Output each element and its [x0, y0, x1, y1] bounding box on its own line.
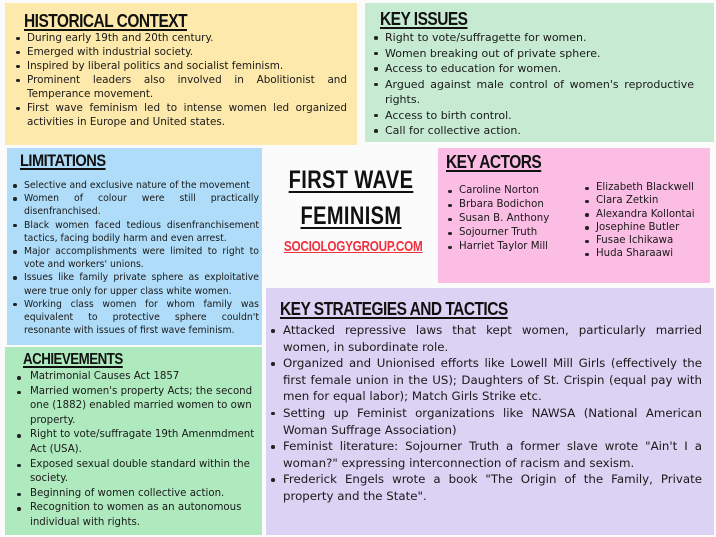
list-item: Brbara Bodichon [445, 198, 580, 212]
site-link[interactable]: SOCIOLOGYGROUP.COM [283, 238, 423, 255]
list-item: Sojourner Truth [445, 226, 580, 240]
list-item: Setting up Feminist organizations like NAWSA (National American Woman Suffrage Association) [269, 405, 702, 438]
page-title-line1: FIRST WAVE [288, 166, 414, 194]
list-item: Women of colour were still practically disenfranchised. [10, 192, 259, 218]
list-item: Huda Sharaawi [582, 247, 712, 260]
list-item: Emerged with industrial society. [13, 45, 347, 59]
key-actors-list-right [582, 181, 712, 261]
list-item: Women breaking out of private sphere. [371, 46, 694, 62]
list-item: First wave feminism led to intense women led organized activities in Europe and United states. [13, 101, 347, 129]
page-title-line2: FEMINISM [300, 202, 402, 230]
list-item: Organized and Unionised efforts like Lowell Mill Girls (effectively the first female union in the US); Daughters of St. Crispin (equal pay with men for equal labor); Match Girls Strike etc. [269, 355, 702, 405]
list-item: Harriet Taylor Mill [445, 240, 580, 254]
list-item: Access to birth control. [371, 108, 694, 124]
list-item: Elizabeth Blackwell [582, 181, 712, 194]
key-actors-heading: KEY ACTORS [446, 152, 542, 172]
list-item: Argued against male control of women's reproductive rights. [371, 77, 694, 108]
list-item: Clara Zetkin [582, 194, 712, 207]
list-item: Frederick Engels wrote a book "The Origin of the Family, Private property and the State". [269, 471, 702, 504]
limitations-panel [7, 148, 262, 345]
list-item: Issues like family private sphere as exploitative were true only for upper class white women. [10, 271, 259, 297]
key-actors-list-left [445, 184, 580, 254]
list-item: Exposed sexual double standard within the society. [11, 458, 256, 487]
list-item: Alexandra Kollontai [582, 208, 712, 221]
list-item: Josephine Butler [582, 221, 712, 234]
list-item: Inspired by liberal politics and socialist feminism. [13, 59, 347, 73]
list-item: Feminist literature: Sojourner Truth a former slave wrote "Ain't I a woman?" expressing interconnection of racism and sexism. [269, 438, 702, 471]
list-item: Prominent leaders also involved in Abolitionist and Temperance movement. [13, 73, 347, 101]
list-item: Beginning of women collective action. [11, 487, 256, 502]
list-item: Right to vote/suffragate 19th Amenmdment Act (USA). [11, 428, 256, 457]
list-item: Access to education for women. [371, 61, 694, 77]
list-item: Working class women for whom family was equivalent to protective sphere couldn't resonante with issues of first wave feminism. [10, 298, 259, 338]
list-item: Caroline Norton [445, 184, 580, 198]
key-issues-heading: KEY ISSUES [380, 9, 468, 29]
list-item: Married women's property Acts; the second one (1882) enabled married women to own property. [11, 385, 256, 429]
list-item: Right to vote/suffragette for women. [371, 30, 694, 46]
key-actors-panel [438, 148, 710, 283]
list-item: Call for collective action. [371, 123, 694, 139]
achievements-heading: ACHIEVEMENTS [23, 351, 123, 368]
list-item: Major accomplishments were limited to right to vote and workers' unions. [10, 245, 259, 271]
historical-context-panel [5, 3, 357, 145]
list-item: Susan B. Anthony [445, 212, 580, 226]
achievements-panel [5, 347, 262, 535]
strategies-heading: KEY STRATEGIES AND TACTICS [280, 299, 508, 319]
list-item: Selective and exclusive nature of the movement [10, 179, 259, 192]
list-item: Attacked repressive laws that kept women, particularly married women, in subordinate role. [269, 322, 702, 355]
list-item: Black women faced tedious disenfranchisement tactics, facing bodily harm and even arrest. [10, 219, 259, 245]
list-item: Recognition to women as an autonomous individual with rights. [11, 501, 256, 530]
strategies-list [269, 322, 702, 505]
list-item: Matrimonial Causes Act 1857 [11, 370, 256, 385]
limitations-heading: LIMITATIONS [20, 151, 106, 170]
list-item: Fusae Ichikawa [582, 234, 712, 247]
title-block [265, 150, 437, 285]
key-issues-list [371, 30, 694, 139]
key-issues-panel [365, 3, 714, 142]
achievements-list [11, 370, 256, 531]
strategies-panel [266, 288, 714, 535]
list-item: During early 19th and 20th century. [13, 31, 347, 45]
historical-context-heading: HISTORICAL CONTEXT [24, 11, 188, 31]
limitations-list [10, 179, 259, 337]
historical-context-list [13, 31, 347, 129]
